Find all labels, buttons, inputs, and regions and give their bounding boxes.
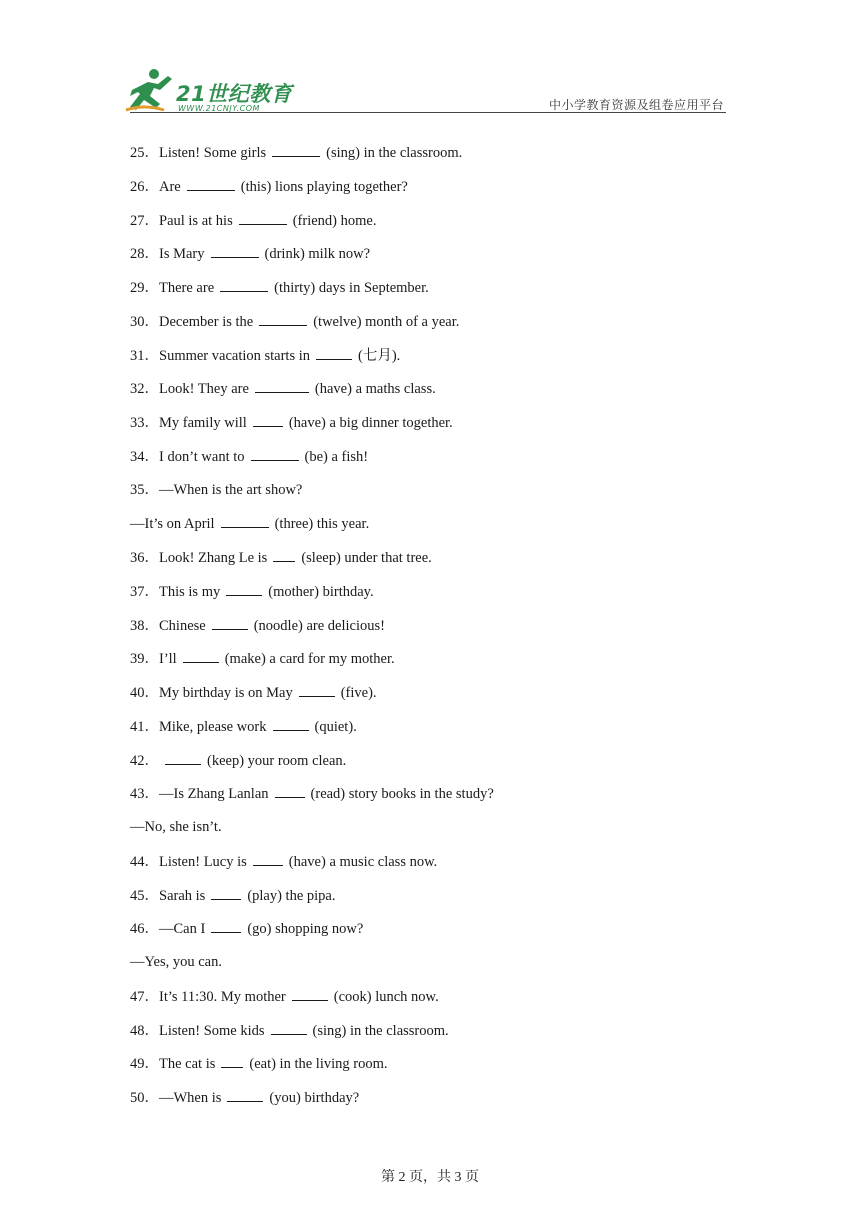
question-hint: (quiet).	[314, 718, 357, 735]
question-text: Summer vacation starts in	[159, 347, 311, 364]
question-line	[130, 816, 730, 850]
question-line	[130, 310, 730, 344]
question-text: Mike, please work	[159, 718, 267, 735]
question-text: —It’s on April	[130, 516, 215, 533]
question-hint: (have) a music class now.	[288, 853, 438, 870]
question-number: 26．	[130, 178, 159, 195]
question-line	[130, 782, 730, 816]
question-line	[130, 512, 730, 546]
question-hint: (sing) in the classroom.	[326, 145, 463, 161]
answer-blank[interactable]	[255, 377, 309, 393]
question-number: 32．	[130, 381, 159, 398]
question-text: Listen! Some kids	[159, 1022, 265, 1039]
question-hint: (friend) home.	[292, 212, 377, 229]
question-hint: (this) lions playing together?	[240, 178, 408, 195]
question-line	[130, 985, 730, 1019]
question-line	[130, 377, 730, 411]
answer-blank[interactable]	[253, 411, 283, 427]
question-number: 50．	[130, 1090, 159, 1106]
question-line	[130, 445, 730, 479]
question-text: Listen! Some girls	[159, 145, 267, 161]
question-text: Look! Zhang Le is	[159, 550, 268, 566]
question-number: 29．	[130, 280, 159, 296]
question-hint: (read) story books in the study?	[310, 786, 494, 803]
header-divider	[130, 112, 726, 113]
question-number: 25．	[130, 145, 159, 161]
question-hint: (go) shopping now?	[247, 921, 364, 938]
answer-blank[interactable]	[183, 647, 219, 663]
question-text: I don’t want to	[159, 448, 245, 465]
question-text: Is Mary	[159, 246, 205, 263]
question-text: —When is the art show?	[159, 481, 303, 498]
question-line	[130, 647, 730, 681]
question-line	[130, 749, 730, 783]
answer-blank[interactable]	[212, 614, 248, 630]
platform-name: 中小学教育资源及组卷应用平台	[548, 98, 724, 112]
question-hint: (eat) in the living room.	[249, 1056, 388, 1073]
question-number: 35．	[130, 481, 159, 498]
answer-blank[interactable]	[221, 1052, 243, 1068]
answer-blank[interactable]	[316, 344, 352, 360]
question-list	[130, 141, 730, 1120]
question-line	[130, 175, 730, 209]
question-hint: (thirty) days in September.	[274, 280, 429, 296]
answer-blank[interactable]	[220, 276, 268, 292]
question-hint: (three) this year.	[274, 516, 370, 533]
logo-text: 21世纪教育	[176, 82, 293, 106]
logo	[124, 66, 294, 116]
question-number: 39．	[130, 651, 159, 668]
question-number: 41．	[130, 718, 159, 735]
answer-blank[interactable]	[226, 580, 262, 596]
answer-blank[interactable]	[273, 715, 309, 731]
question-number: 37．	[130, 583, 159, 600]
question-text: December is the	[159, 313, 254, 330]
question-line	[130, 209, 730, 243]
question-hint: (five).	[340, 685, 377, 701]
question-hint: (make) a card for my mother.	[224, 651, 395, 668]
question-text: —Is Zhang Lanlan	[159, 786, 269, 803]
question-line	[130, 884, 730, 918]
question-line	[130, 344, 730, 378]
logo-url: WWW.21CNJY.COM	[178, 104, 260, 113]
question-hint: (cook) lunch now.	[333, 988, 439, 1005]
question-text: I’ll	[159, 651, 177, 668]
question-line	[130, 951, 730, 985]
answer-blank[interactable]	[299, 681, 335, 697]
question-text: My family will	[159, 415, 247, 431]
question-number: 31．	[130, 347, 159, 364]
question-number: 28．	[130, 246, 159, 263]
question-line	[130, 411, 730, 445]
question-hint: (play) the pipa.	[247, 887, 336, 904]
question-text: —Can I	[159, 921, 206, 938]
question-line	[130, 614, 730, 648]
question-line	[130, 1086, 730, 1120]
question-hint: (sing) in the classroom.	[312, 1022, 449, 1039]
question-number: 45．	[130, 887, 159, 904]
question-text: Look! They are	[159, 381, 249, 398]
question-text: Paul is at his	[159, 212, 233, 229]
question-number: 46．	[130, 921, 159, 938]
question-line	[130, 1052, 730, 1086]
question-number: 42．	[130, 752, 159, 769]
page-number: 第 2 页，共 3 页	[381, 1170, 479, 1185]
answer-blank[interactable]	[292, 985, 328, 1001]
question-line	[130, 580, 730, 614]
question-line	[130, 1019, 730, 1053]
question-hint: (sleep) under that tree.	[301, 550, 432, 566]
answer-blank[interactable]	[227, 1086, 263, 1102]
question-text: It’s 11:30. My mother	[159, 988, 286, 1005]
question-hint: (have) a big dinner together.	[288, 415, 453, 431]
runner-logo-icon	[124, 66, 178, 114]
answer-blank[interactable]	[165, 749, 201, 765]
question-line	[130, 917, 730, 951]
answer-blank[interactable]	[275, 782, 305, 798]
question-hint: (twelve) month of a year.	[313, 313, 460, 330]
question-text: Listen! Lucy is	[159, 853, 247, 870]
question-number: 36．	[130, 550, 159, 566]
question-line	[130, 479, 730, 513]
question-hint: (keep) your room clean.	[207, 752, 347, 769]
question-line	[130, 546, 730, 580]
question-hint: (七月).	[358, 347, 401, 364]
question-hint: (drink) milk now?	[264, 246, 371, 263]
question-line	[130, 715, 730, 749]
page-header	[0, 0, 860, 120]
answer-blank[interactable]	[271, 1019, 307, 1035]
question-number: 34．	[130, 448, 159, 465]
question-hint: (be) a fish!	[304, 448, 369, 465]
question-text: This is my	[159, 583, 221, 600]
question-line	[130, 681, 730, 715]
question-number: 44．	[130, 853, 159, 870]
question-number: 27．	[130, 212, 159, 229]
answer-blank[interactable]	[251, 445, 299, 461]
question-text: —Yes, you can.	[130, 954, 222, 970]
question-number: 43．	[130, 786, 159, 803]
question-hint: (you) birthday?	[269, 1090, 360, 1106]
question-text: The cat is	[159, 1056, 216, 1073]
question-number: 47．	[130, 988, 159, 1005]
answer-blank[interactable]	[211, 242, 259, 258]
answer-blank[interactable]	[221, 512, 269, 528]
question-number: 33．	[130, 415, 159, 431]
answer-blank[interactable]	[253, 850, 283, 866]
question-hint: (have) a maths class.	[314, 381, 436, 398]
question-text: Sarah is	[159, 887, 206, 904]
question-text: —No, she isn’t.	[130, 819, 222, 835]
question-line	[130, 141, 730, 175]
answer-blank[interactable]	[273, 546, 295, 562]
question-line	[130, 242, 730, 276]
question-number: 40．	[130, 685, 159, 701]
question-hint: (mother) birthday.	[268, 583, 374, 600]
answer-blank[interactable]	[272, 141, 320, 157]
answer-blank[interactable]	[259, 310, 307, 326]
question-number: 30．	[130, 313, 159, 330]
question-number: 38．	[130, 617, 159, 634]
answer-blank[interactable]	[187, 175, 235, 191]
question-text: Chinese	[159, 617, 206, 634]
answer-blank[interactable]	[211, 917, 241, 933]
question-number: 49．	[130, 1056, 159, 1073]
question-text: Are	[159, 178, 181, 195]
answer-blank[interactable]	[239, 209, 287, 225]
question-line	[130, 850, 730, 884]
question-hint: (noodle) are delicious!	[253, 617, 385, 634]
question-number: 48．	[130, 1022, 159, 1039]
answer-blank[interactable]	[211, 884, 241, 900]
question-text: —When is	[159, 1090, 222, 1106]
question-text: My birthday is on May	[159, 685, 293, 701]
question-line	[130, 276, 730, 310]
question-text: There are	[159, 280, 215, 296]
